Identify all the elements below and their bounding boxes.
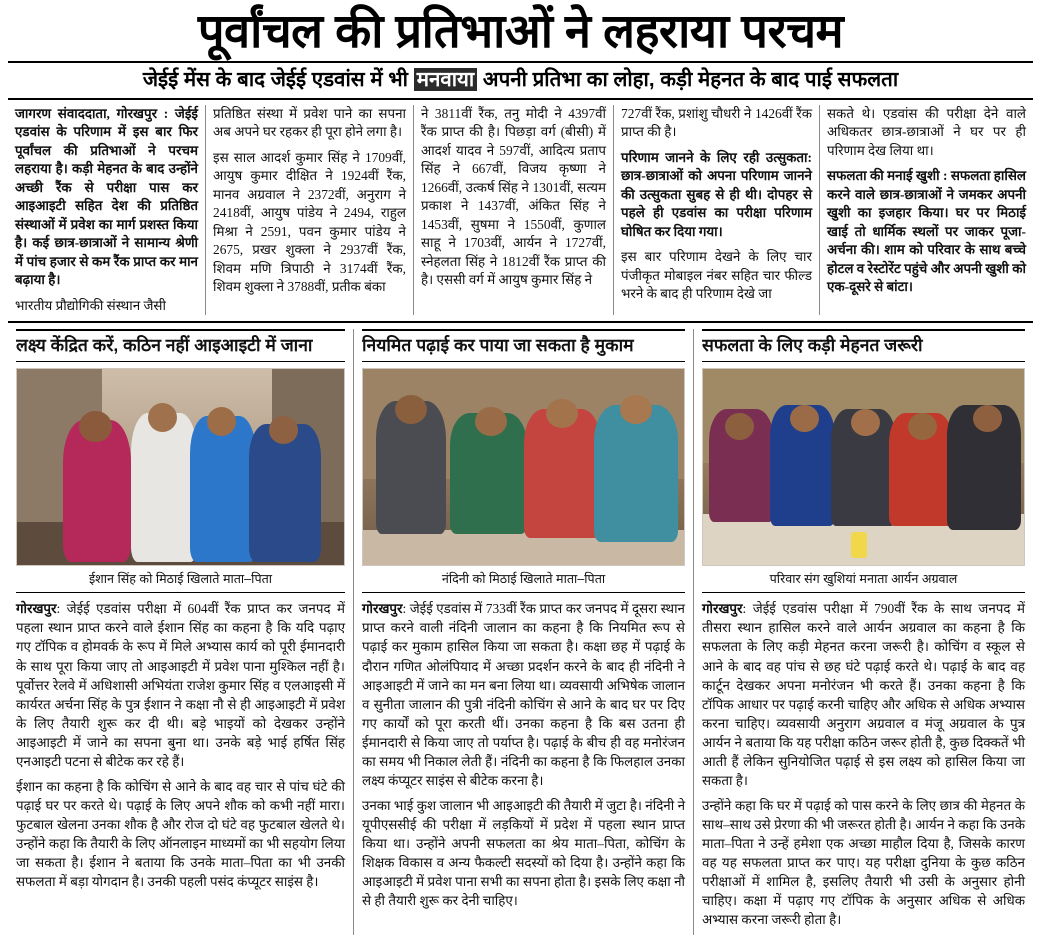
story-body (702, 599, 1025, 929)
story-paragraph (702, 599, 1025, 789)
lead-paragraph: सफलता की मनाई खुशी : सफलता हासिल करने वाले छात्र-छात्राओं ने जमकर अपनी खुशी का इजहार किया। घर पर मिठाई खाई तो धार्मिक स्थलों पर जाकर पूजा-अर्चना की। शाम को परिवार के साथ बच्चे होटल व रेस्टोरेंट पहुंचे और अपनी खुशी को एक-दूसरे से बांटा। (827, 168, 1026, 295)
lead-paragraph: इस बार परिणाम देखने के लिए चार पंजीकृत मोबाइल नंबर सहित चार फील्ड भरने के बाद ही परिणाम देखे जा (621, 249, 812, 302)
story-paragraph (16, 599, 345, 770)
story-title: नियमित पढ़ाई कर पाया जा सकता है मुकाम (362, 329, 685, 362)
lead-paragraph: जागरण संवाददाता, गोरखपुर : जेईई एडवांस के परिणाम में इस बार फिर पूर्वांचल की प्रतिभाओं ने परचम लहराया है। कड़ी मेहनत के बाद उन्होंने अच्छी रैंक से परीक्षा पास कर आइआइटी सहित देश की प्रतिष्ठित संस्थाओं में प्रवेश का मार्ग प्रशस्त किया है। कई छात्र-छात्राओं ने सामान्य श्रेणी में पांच हजार से कम रैंक प्राप्त कर मान बढ़ाया है। (15, 105, 198, 288)
page-subhead (8, 68, 1033, 92)
story-paragraph: ईशान का कहना है कि कोचिंग से आने के बाद वह चार से पांच घंटे की पढ़ाई घर पर करते थे। पढ़ाई के लिए अपने शौक को कभी नहीं मारा। फुटबाल खेलना उनका शौक है और रोज दो घंटे वह फुटबाल खेलते थे। उन्होंने कहा कि तैयारी के लिए ऑनलाइन माध्यमों का भी सहयोग लिया जा सकता है। ईशान ने बताया कि उनके माता–पिता का भी उनकी सफलता में बड़ा योगदान है। उनकी पहली पसंद कंप्यूटर साइंस है। (16, 778, 345, 889)
story-photo-ishaan (16, 368, 345, 566)
lead-column-5 (819, 105, 1033, 316)
page-headline: पूर्वांचल की प्रतिभाओं ने लहराया परचम (197, 4, 844, 57)
subhead-text-after: अपनी प्रतिभा का लोहा, कड़ी मेहनत के बाद पाई सफलता (477, 68, 899, 92)
lead-paragraph: भारतीय प्रौद्योगिकी संस्थान जैसी (15, 297, 166, 313)
story-title: लक्ष्य केंद्रित करें, कठिन नहीं आइआइटी में जाना (16, 329, 345, 362)
story-photo-nandini (362, 368, 685, 566)
story-paragraph: उन्होंने कहा कि घर में पढ़ाई को पास करने के लिए छात्र की मेहनत के साथ–साथ उसे प्रेरणा की भी जरूरत होती है। आर्यन ने कहा कि उनके माता–पिता ने उन्हें हमेशा एक अच्छा माहौल दिया है, जिसके कारण वह यह सफलता प्राप्त कर पाए। यह परीक्षा दुनिया के कुछ कठिन परीक्षाओं में शामिल है, इसलिए तैयारी भी उसी के अनुसार होनी चाहिए। कक्षा में पढ़ाए गए टॉपिक के अनुसार अधिक से अधिक अभ्यास करना जरूरी होता है। (702, 797, 1025, 927)
photo-caption: परिवार संग खुशियां मनाता आर्यन अग्रवाल (702, 566, 1025, 593)
lead-paragraph: प्रतिष्ठित संस्था में प्रवेश पाने का सपना अब अपने घर रहकर ही पूरा होने लगा है। (213, 105, 406, 140)
lead-article-columns (8, 105, 1033, 324)
lead-paragraph: ने 3811वीं रैंक, तनु मोदी ने 4397वीं रैंक प्राप्त की है। पिछड़ा वर्ग (बीसी) में आदर्श यादव ने 597वीं, आदित्य प्रताप सिंह ने 667वीं, विजय कृष्णा ने 1266वीं, उत्कर्ष सिंह ने 1301वीं, सत्यम प्रकाश ने 1437वीं, अंकित सिंह ने 1453वीं, सुषमा ने 1550वीं, कुणाल साहू ने 1703वीं, आर्यन ने 1727वीं, स्नेहलता सिंह ने 1812वीं रैंक प्राप्त की है। एससी वर्ग में आयुष कुमार सिंह ने (421, 105, 606, 288)
lead-paragraph: 727वीं रैंक, प्रशांशु चौधरी ने 1426वीं रैंक प्राप्त की है। (621, 105, 812, 140)
lead-column-4 (613, 105, 819, 316)
lead-column-1 (8, 105, 205, 316)
dateline-place: गोरखपुर (362, 601, 403, 617)
lead-paragraph: सकते थे। एडवांस की परीक्षा देने वाले अधिकतर छात्र-छात्राओं ने घर पर ही परिणाम देख लिया था। (827, 105, 1026, 158)
subhead-text-before: जेईई मेंस के बाद जेईई एडवांस में भी (142, 68, 414, 92)
story-aryan (693, 329, 1033, 935)
photo-caption: नंदिनी को मिठाई खिलाते माता–पिता (362, 566, 685, 593)
lead-column-2 (205, 105, 413, 316)
lead-paragraph: परिणाम जानने के लिए रही उत्सुकता: छात्र-छात्राओं को अपना परिणाम जानने की उत्सुकता सुबह से ही थी। दोपहर से पहले ही एडवांस का परीक्षा परिणाम घोषित कर दिया गया। (621, 149, 812, 239)
story-paragraph (362, 599, 685, 789)
story-paragraph: उनका भाई कुश जालान भी आइआइटी की तैयारी में जुटा है। नंदिनी ने यूपीएससीई की परीक्षा में लड़कियों में प्रदेश में पहला स्थान प्राप्त किया था। उन्होंने अपनी सफलता का श्रेय माता–पिता, कोचिंग के शिक्षक विकास व अन्य फैकल्टी सदस्यों को दिया है। उन्होंने कहा कि आइआइटी में प्रवेश पाना सभी का सपना होता है। इसके लिए कक्षा नौ से ही तैयारी शुरू कर देनी चाहिए। (362, 797, 685, 908)
lead-column-3 (413, 105, 613, 316)
story-text: : जेईई एडवांस परीक्षा में 790वीं रैंक के साथ जनपद में तीसरा स्थान हासिल करने वाले आर्यन अग्रवाल का कहना है कि सफलता के लिए कड़ी मेहनत करना जरूरी है। कोचिंग व स्कूल से आने के बाद वह पांच से छह घंटे पढ़ाई करते थे। पढ़ाई के बाद वह कार्टून देखकर अपना मनोरंजन भी करते हैं। उनका कहना है कि टॉपिक आधार पर पढ़ाई करनी चाहिए और अधिक से अधिक अभ्यास करना चाहिए। व्यवसायी अनुराग अग्रवाल व मंजू अग्रवाल के पुत्र आर्यन ने बताया कि यह परीक्षा कठिन जरूर होती है, कुछ दिक्कतें भी आती हैं लेकिन सुनियोजित पढ़ाई से इस लक्ष्य को हासिल किया जा सकता है। (702, 601, 1025, 788)
story-photo-aryan (702, 368, 1025, 566)
story-body (362, 599, 685, 910)
story-ishaan (8, 329, 353, 935)
photo-caption: ईशान सिंह को मिठाई खिलाते माता–पिता (16, 566, 345, 593)
subhead-highlight: मनवाया (414, 68, 478, 91)
story-text: : जेईई एडवांस में 733वीं रैंक प्राप्त कर जनपद में दूसरा स्थान प्राप्त करने वाली नंदिनी जालान का कहना है कि नियमित रूप से पढ़ाई कर मुकाम हासिल किया जा सकता है। कक्षा छह में पढ़ाई के दौरान गणित ओलंपियाद में अच्छा प्रदर्शन करने के बाद ही नंदिनी ने आइआइटी में जाने का मन बना लिया था। व्यवसायी अभिषेक जालान व सुनीता जालान की पुत्री नंदिनी कोचिंग से आने के बाद घर पर दिए गए कार्यों को पूरा करती थीं। उनका कहना है कि बस उतना ही ईमानदारी से किया जाए तो पर्याप्त है। पढ़ाई के बीच ही वह मनोरंजन का समय भी निकाल लेती हैं। नंदिनी का कहना है कि फिलहाल उनका लक्ष्य कंप्यूटर साइंस से बीटेक करना है। (362, 601, 685, 788)
story-block-row (8, 329, 1033, 935)
lead-paragraph: इस साल आदर्श कुमार सिंह ने 1709वीं, आयुष कुमार दीक्षित ने 1924वीं रैंक, मानव अग्रवाल ने 2372वीं, अनुराग ने 2418वीं, आयुष पांडेय ने 2494, राहुल मिश्रा ने 2591, पवन कुमार पांडेय ने 2675, प्रखर शुक्ला ने 2937वीं रैंक, शिवम मणि त्रिपाठी ने 3174वीं रैंक, शिवम शुक्ला ने 3788वीं, प्रतीक बंका (213, 149, 406, 295)
story-title: सफलता के लिए कड़ी मेहनत जरूरी (702, 329, 1025, 362)
dateline-place: गोरखपुर (702, 601, 743, 617)
dateline-place: गोरखपुर (16, 601, 57, 617)
story-body (16, 599, 345, 890)
story-text: : जेईई एडवांस परीक्षा में 604वीं रैंक प्राप्त कर जनपद में पहला स्थान प्राप्त करने वाले ईशान सिंह का कहना है कि यदि पढ़ाए गए टॉपिक व होमवर्क के रूप में मिले अभ्यास कार्य को पूरी ईमानदारी के साथ पूरा किया जाए तो आइआइटी में प्रवेश पाना मुश्किल नहीं है। पूर्वोत्तर रेलवे में अधिशासी अभियंता राजेश कुमार सिंह व एलआइसी में कार्यरत अर्चना सिंह के पुत्र ईशान ने कक्षा नौ से ही आइआइटी में प्रवेश के लिए तैयारी शुरू कर दी थी। बड़े भाइयों को देखकर उन्होंने आइआइटी में जाने का सपना बुना था। उनके बड़े भाई हर्षित सिंह एनआइटी पटना से बीटेक कर रहे हैं। (16, 601, 345, 769)
subhead-band (8, 61, 1033, 100)
story-nandini (353, 329, 693, 935)
